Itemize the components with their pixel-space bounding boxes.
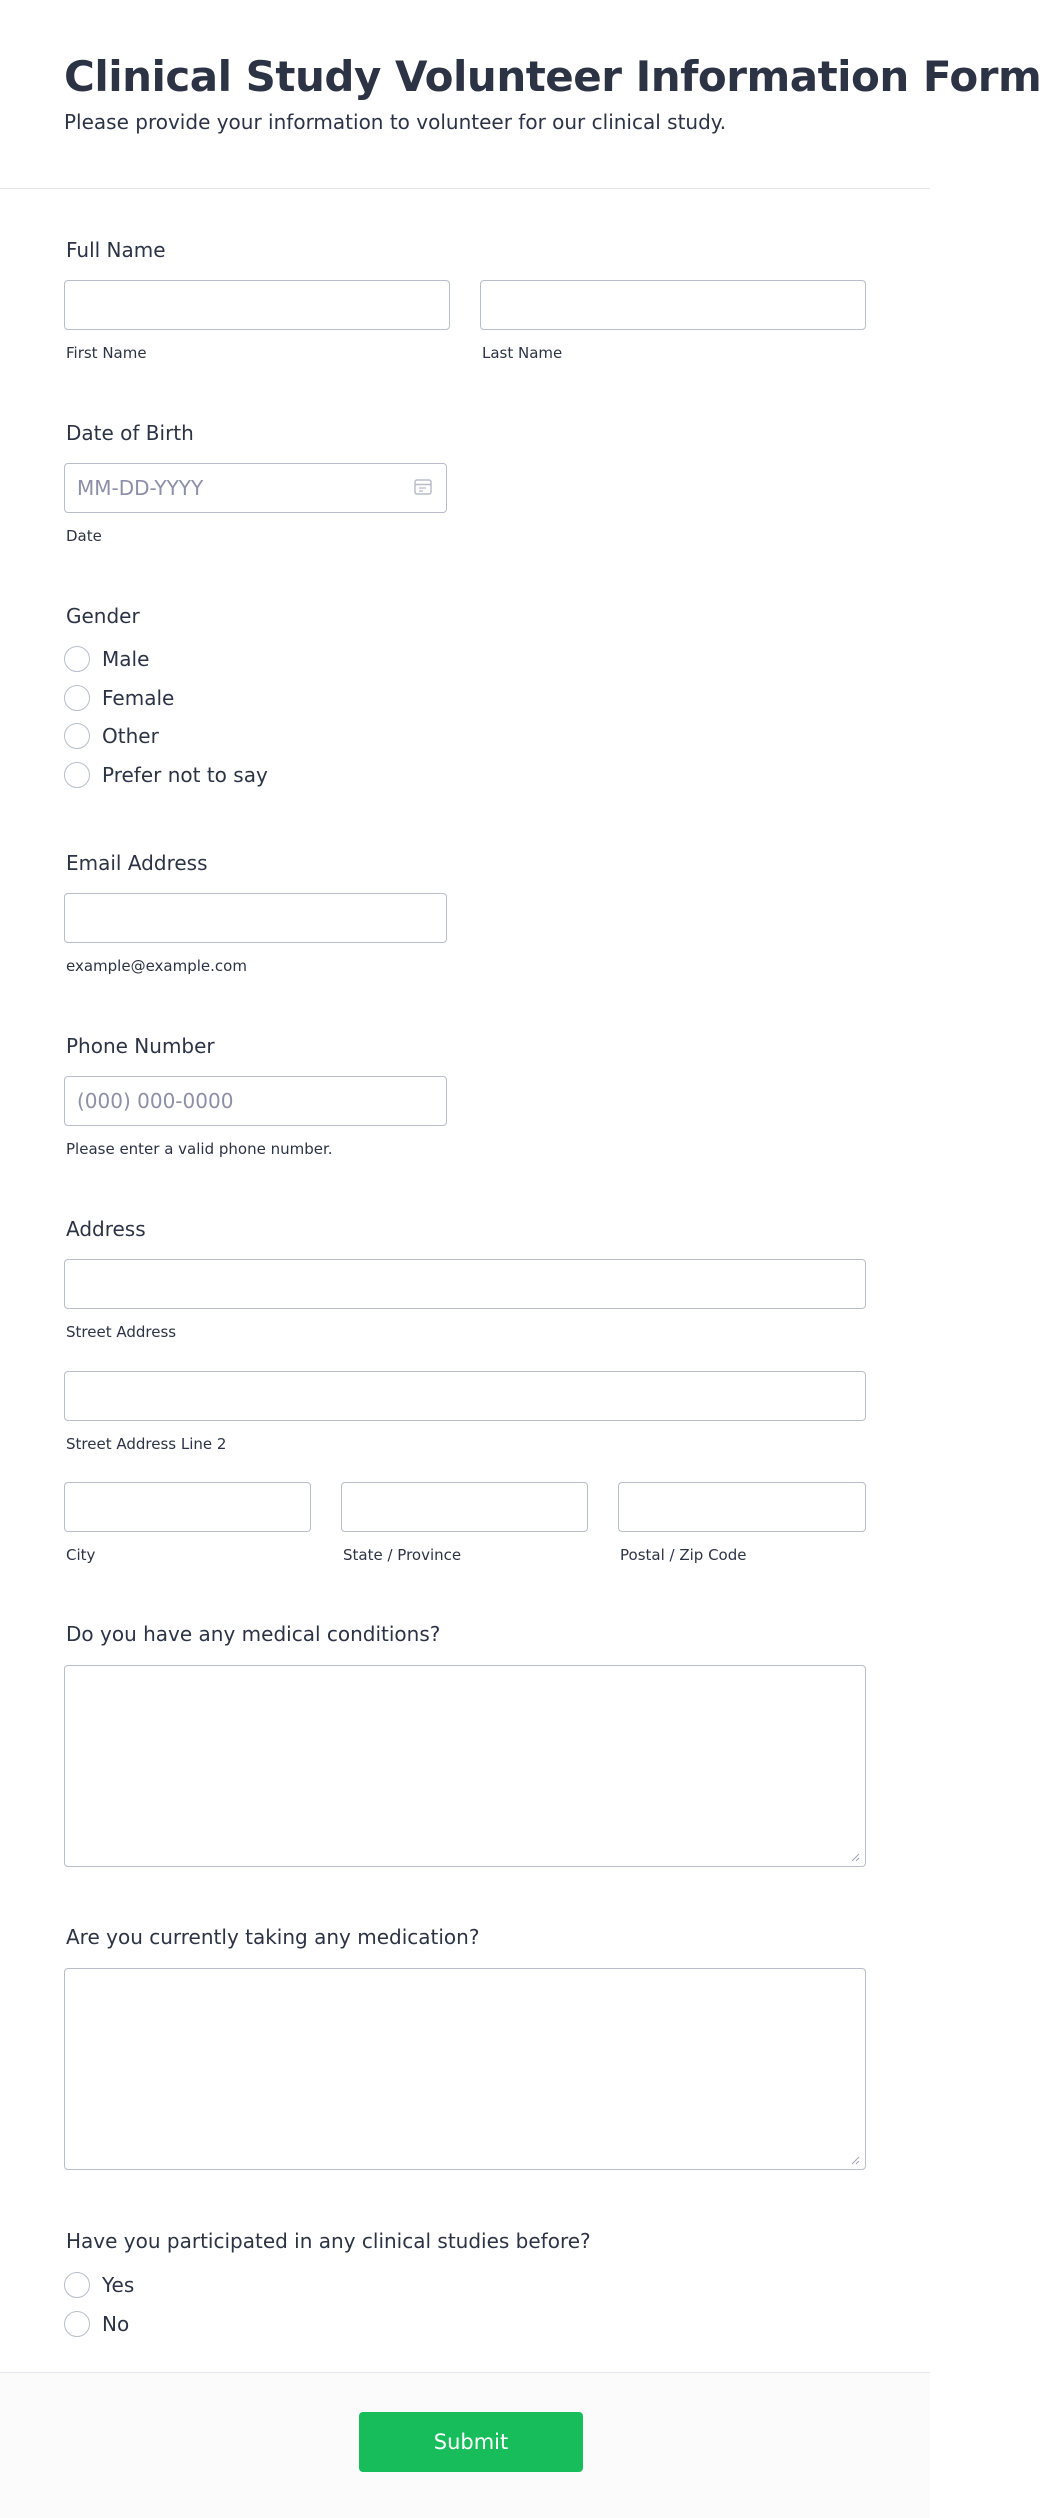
radio-button[interactable] xyxy=(64,646,90,672)
zip-input[interactable] xyxy=(618,1482,866,1532)
phone-input[interactable] xyxy=(64,1076,447,1126)
form-header xyxy=(0,0,1041,189)
radio-label: No xyxy=(102,2312,130,2336)
radio-button[interactable] xyxy=(64,762,90,788)
radio-label: Yes xyxy=(102,2273,135,2297)
zip-sublabel: Postal / Zip Code xyxy=(620,1546,747,1564)
email-label: Email Address xyxy=(66,851,208,875)
street-address-line2-input[interactable] xyxy=(64,1371,866,1421)
resize-handle-icon[interactable] xyxy=(850,2155,860,2165)
address-label: Address xyxy=(66,1217,146,1241)
gender-option-male[interactable] xyxy=(64,645,149,673)
dob-sublabel: Date xyxy=(66,527,102,545)
form-title: Clinical Study Volunteer Information Form xyxy=(64,52,1041,101)
street-address-sublabel: Street Address xyxy=(66,1323,177,1341)
state-sublabel: State / Province xyxy=(343,1546,462,1564)
prior-studies-option-yes[interactable] xyxy=(64,2271,134,2299)
state-input[interactable] xyxy=(341,1482,588,1532)
dob-input[interactable] xyxy=(64,463,447,513)
radio-button[interactable] xyxy=(64,2272,90,2298)
medical-conditions-textarea[interactable] xyxy=(64,1665,866,1867)
resize-handle-icon[interactable] xyxy=(850,1852,860,1862)
last-name-input[interactable] xyxy=(480,280,866,330)
street-address-line2-sublabel: Street Address Line 2 xyxy=(66,1435,227,1453)
phone-label: Phone Number xyxy=(66,1034,215,1058)
gender-label: Gender xyxy=(66,604,140,628)
full-name-label: Full Name xyxy=(66,238,166,262)
prior-studies-label: Have you participated in any clinical studies before? xyxy=(66,2229,591,2253)
first-name-input[interactable] xyxy=(64,280,450,330)
radio-button[interactable] xyxy=(64,685,90,711)
city-input[interactable] xyxy=(64,1482,311,1532)
medical-conditions-label: Do you have any medical conditions? xyxy=(66,1622,441,1646)
gender-option-female[interactable] xyxy=(64,684,174,712)
street-address-input[interactable] xyxy=(64,1259,866,1309)
first-name-sublabel: First Name xyxy=(66,344,147,362)
phone-sublabel: Please enter a valid phone number. xyxy=(66,1140,333,1158)
prior-studies-option-no[interactable] xyxy=(64,2310,129,2338)
city-sublabel: City xyxy=(66,1546,96,1564)
radio-label: Prefer not to say xyxy=(102,763,268,787)
form-footer xyxy=(0,2372,930,2518)
gender-option-other[interactable] xyxy=(64,722,159,750)
radio-button[interactable] xyxy=(64,723,90,749)
medication-textarea[interactable] xyxy=(64,1968,866,2170)
email-sublabel: example@example.com xyxy=(66,957,247,975)
radio-label: Other xyxy=(102,724,159,748)
radio-label: Female xyxy=(102,686,175,710)
last-name-sublabel: Last Name xyxy=(482,344,563,362)
gender-option-prefer-not-to-say[interactable] xyxy=(64,761,268,789)
dob-label: Date of Birth xyxy=(66,421,194,445)
dob-field-wrapper xyxy=(64,463,447,513)
submit-button[interactable]: Submit xyxy=(359,2412,583,2472)
radio-button[interactable] xyxy=(64,2311,90,2337)
radio-label: Male xyxy=(102,647,150,671)
form-subtitle: Please provide your information to volunteer for our clinical study. xyxy=(64,110,727,134)
medication-label: Are you currently taking any medication? xyxy=(66,1925,480,1949)
email-input[interactable] xyxy=(64,893,447,943)
calendar-icon[interactable] xyxy=(413,477,433,497)
